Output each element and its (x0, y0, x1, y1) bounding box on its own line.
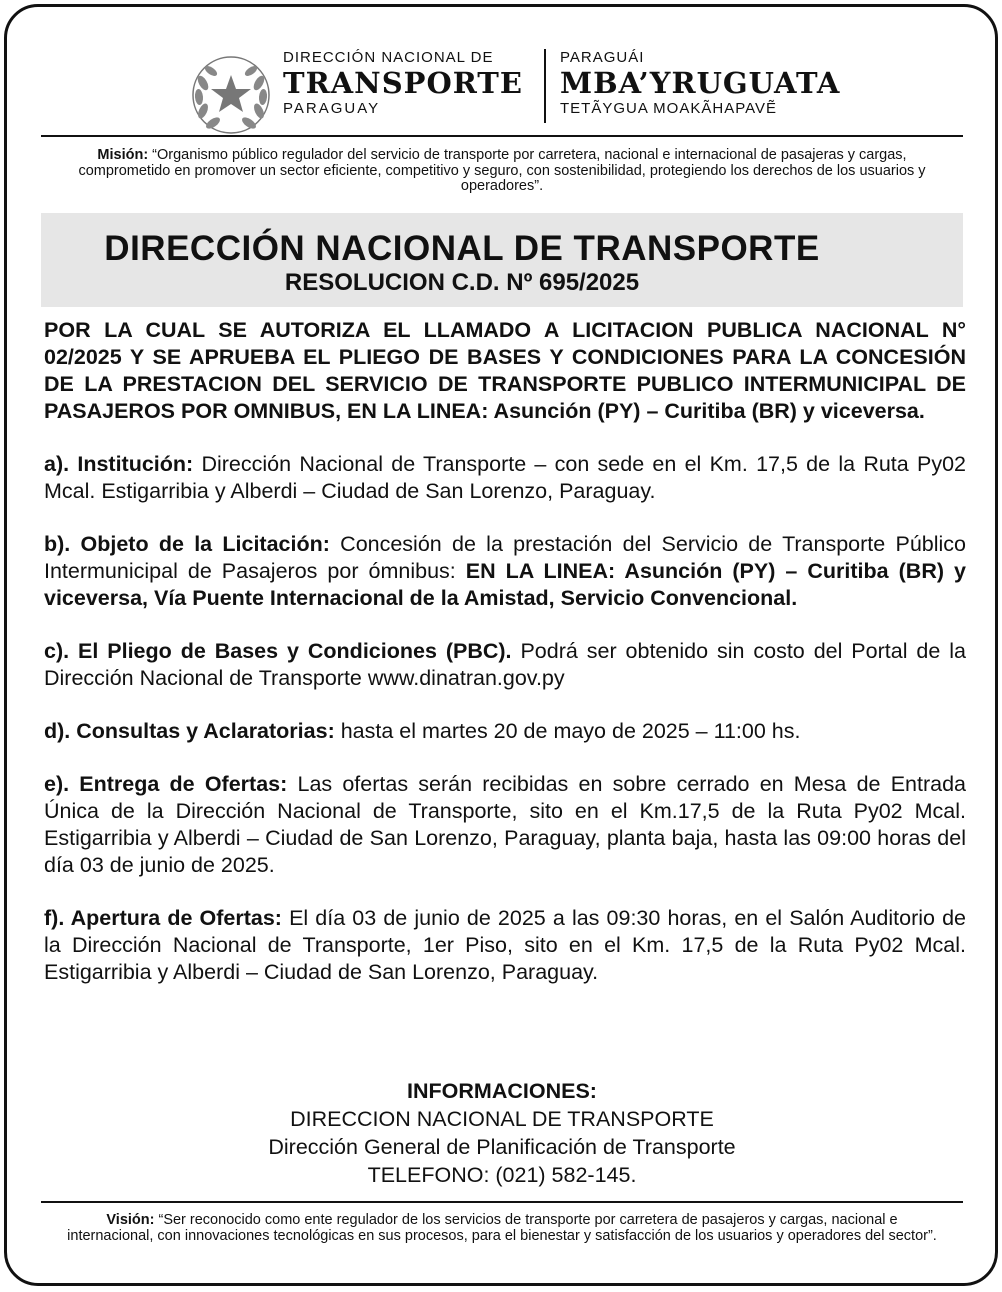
section-a-label: a). Institución: (44, 452, 194, 476)
section-d-text: hasta el martes 20 de mayo de 2025 – 11:00 hs. (334, 719, 801, 743)
section-f-label: f). Apertura de Ofertas: (44, 906, 282, 930)
mission-label: Misión: (97, 147, 149, 163)
bottom-divider (41, 1201, 963, 1203)
section-a (44, 451, 966, 505)
contact-info (41, 1077, 963, 1189)
vision-label: Visión: (106, 1212, 155, 1228)
info-heading: INFORMACIONES: (407, 1079, 597, 1103)
resolution-number: RESOLUCION C.D. Nº 695/2025 (284, 269, 640, 296)
dnt-line-3: PARAGUAY (283, 100, 381, 117)
page-title: DIRECCIÓN NACIONAL DE TRANSPORTE (104, 229, 820, 268)
info-line-3: TELEFONO: (021) 582-145. (367, 1163, 637, 1187)
section-f-text: El día 03 de junio de 2025 a las 09:30 horas, en el Salón Auditorio de la Dirección Nacional de Transporte, 1er Piso, sito en el Km. 17,5 de la Ruta Py02 Mcal. Estigarribia y Alberdi – Ciudad de San Lorenzo, Paraguay. (44, 906, 966, 984)
dnt-line-1: DIRECCIÓN NACIONAL DE (283, 49, 494, 66)
section-b-text: Concesión de la prestación del Servicio de Transporte Público Intermunicipal de Pasajeros por ómnibus: (44, 532, 966, 583)
guarani-line-3: TETÃYGUA MOAKÃHAPAVẼ (560, 100, 777, 117)
announcement-frame (4, 4, 998, 1286)
mission-text: “Organismo público regulador del servicio de transporte por carretera, nacional e internacional de pasajeras y cargas, comprometido en promover un sector eficiente, competitivo y seguro, con sostenibilidad, protegiendo los derechos de los usuarios y operadores”. (78, 147, 926, 194)
section-b-label: b). Objeto de la Licitación: (44, 532, 330, 556)
logo-divider (544, 49, 546, 123)
dnt-line-2: TRANSPORTE (283, 66, 523, 100)
section-d-label: d). Consultas y Aclaratorias: (44, 719, 335, 743)
section-c-text: Podrá ser obtenido sin costo del Portal de la Dirección Nacional de Transporte www.dinatran.gov.py (44, 639, 966, 690)
header-logos (7, 45, 995, 125)
section-e (44, 771, 966, 879)
section-b-bold-text: EN LA LINEA: Asunción (PY) – Curitiba (BR) y viceversa, Vía Puente Internacional de la Amistad, Servicio Convencional. (44, 559, 966, 610)
top-divider (41, 135, 963, 137)
vision-statement (67, 1213, 937, 1244)
section-b (44, 531, 966, 612)
intro-paragraph: POR LA CUAL SE AUTORIZA EL LLAMADO A LICITACION PUBLICA NACIONAL N° 02/2025 Y SE APRUEBA EL PLIEGO DE BASES Y CONDICIONES PARA LA CONCESIÓN DE LA PRESTACION DEL SERVICIO DE TRANSPORTE PUBLICO INTERMUNICIPAL DE PASAJEROS POR OMNIBUS, EN LA LINEA: Asunción (PY) – Curitiba (BR) y viceversa. (44, 318, 966, 423)
section-c (44, 638, 966, 692)
section-a-text: Dirección Nacional de Transporte – con sede en el Km. 17,5 de la Ruta Py02 Mcal. Estigarribia y Alberdi – Ciudad de San Lorenzo, Paraguay. (44, 452, 966, 503)
info-line-1: DIRECCION NACIONAL DE TRANSPORTE (290, 1107, 714, 1131)
section-f (44, 905, 966, 986)
mission-statement (67, 148, 937, 195)
section-e-label: e). Entrega de Ofertas: (44, 772, 288, 796)
guarani-logo-text (560, 49, 860, 117)
title-box (41, 213, 963, 307)
info-line-2: Dirección General de Planificación de Transporte (268, 1135, 736, 1159)
dnt-logo-text (283, 49, 533, 117)
national-seal-icon (189, 53, 273, 137)
section-e-text: Las ofertas serán recibidas en sobre cerrado en Mesa de Entrada Única de la Dirección Nacional de Transporte, sito en el Km.17,5 de la Ruta Py02 Mcal. Estigarribia y Alberdi – Ciudad de San Lorenzo, Paraguay, planta baja, hasta las 09:00 horas del día 03 de junio de 2025. (44, 772, 966, 877)
guarani-line-1: PARAGUÁI (560, 49, 645, 66)
vision-text: “Ser reconocido como ente regulador de los servicios de transporte por carretera de pasajeros y cargas, nacional e internacional, con innovaciones tecnológicas en sus procesos, para el bienestar y satisfacción de los usuarios y operadores del sector”. (67, 1212, 937, 1244)
announcement-body (44, 317, 966, 986)
section-c-label: c). El Pliego de Bases y Condiciones (PBC). (44, 639, 512, 663)
guarani-line-2: MBA’YRUGUATA (560, 66, 841, 100)
section-d (44, 718, 966, 745)
